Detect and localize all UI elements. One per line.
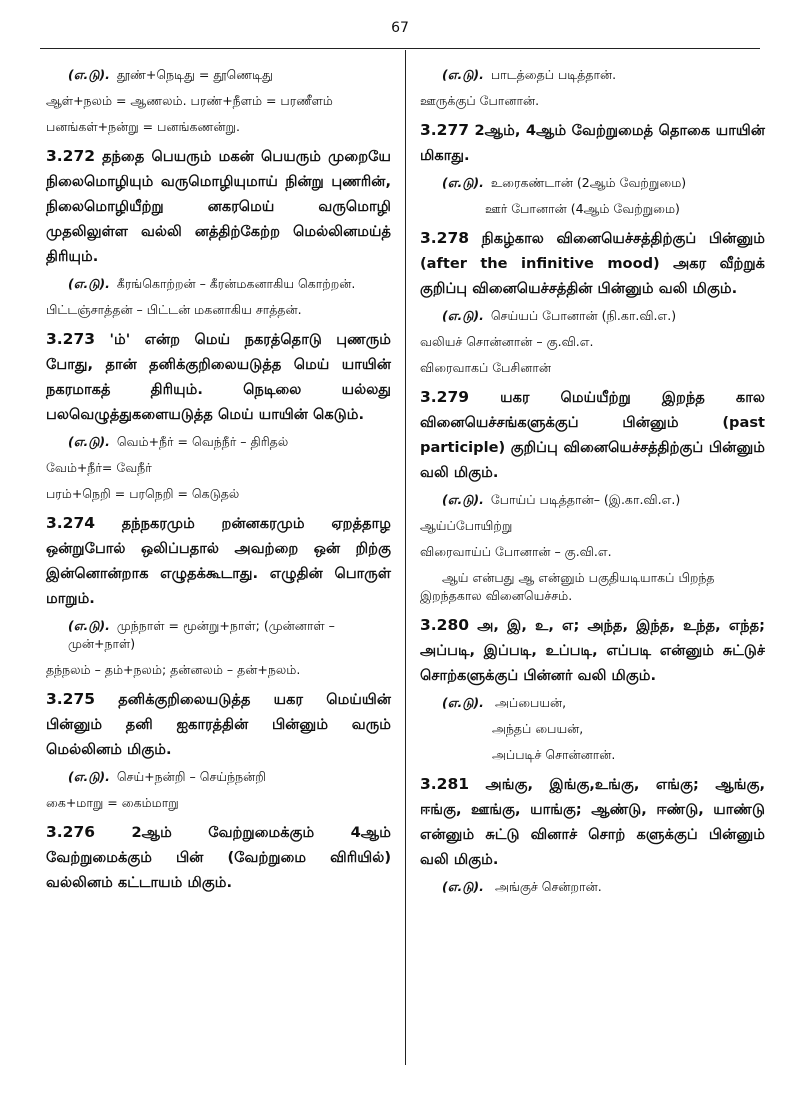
header-rule (40, 48, 760, 49)
example-line: விரைவாகப் பேசினான் (420, 360, 552, 375)
page-number: 67 (391, 20, 409, 36)
example-tag: (எ.டு). (68, 67, 110, 82)
rule-3-275: 3.275 தனிக்குறிலையடுத்த யகர மெய்யின் பின்னும் தனி ஐகாரத்தின் பின்னும் வரும் மெல்லினம் மிகும். (46, 690, 391, 758)
rule-number: 3.275 (46, 690, 96, 708)
example-line (420, 878, 765, 896)
example-tag: (எ.டு). (442, 67, 484, 82)
rule-3-272: 3.272 தந்தை பெயரும் மகன் பெயரும் முறையே நிலைமொழியும் வருமொழியுமாய் நின்று புணரின், நிலைமொழியீற்று னகரமெய் வருமொழி முதலிலுள்ள வல்லி னத்திற்கேற்ற மெல்லினமய்த் திரியும். (46, 147, 391, 265)
rule-3-274: 3.274 தந்நகரமும் றன்னகரமும் ஏறத்தாழ ஒன்றுபோல் ஒலிப்பதால் அவற்றை ஒன் றிற்கு இன்னொன்றாக எழுதக்கூடாது. எழுதின் பொருள் மாறும். (46, 514, 391, 607)
example-tag: (எ.டு). (442, 492, 484, 507)
example-line: ஆய்ப்போயிற்று (420, 518, 513, 533)
rule-3-279: 3.279 யகர மெய்யீற்று இறந்த கால வினையெச்சங்களுக்குப் பின்னும் (past participle) குறிப்பு வினையெச்சத்திற்குப் பின்னும் வலி மிகும். (420, 388, 765, 481)
example-line: அந்தப் பையன், (492, 721, 584, 736)
example-tag: (எ.டு). (442, 695, 484, 710)
example-tag: (எ.டு). (68, 276, 110, 291)
example-tag: (எ.டு). (68, 769, 110, 784)
explanation-note: ஆய் என்பது ஆ என்னும் பகுதியடியாகப் பிறந்த இறந்தகால வினையெச்சம். (420, 570, 715, 603)
rule-number: 3.273 (46, 330, 96, 348)
example-line: பனங்கள்+நன்று = பனங்கணன்று. (46, 119, 240, 134)
example-tag: (எ.டு). (442, 175, 484, 190)
rule-number: 3.274 (46, 514, 96, 532)
example-line: (எ.டு). செய்+நன்றி – செய்ந்நன்றி (68, 769, 267, 784)
example-line: பிட்டஞ்சாத்தன் – பிட்டன் மகனாகிய சாத்தன். (46, 302, 302, 317)
rule-3-273: 3.273 'ம்' என்ற மெய் நகரத்தொடு புணரும் போது, தான் தனிக்குறிலையடுத்த மெய் யாயின் நகரமாகத் திரியும். நெடிலை யல்லது பலவெழுத்துகளையடுத்த மெய் யாயின் கெடும். (46, 330, 391, 423)
example-tag: (எ.டு). (68, 618, 110, 633)
right-column (420, 66, 765, 904)
rule-3-278: 3.278 நிகழ்கால வினையெச்சத்திற்குப் பின்னும் (after the infinitive mood) அகர வீற்றுக் குறிப்பு வினையெச்சத்தின் பின்னும் வலி மிகும். (420, 229, 765, 297)
rule-number: 3.281 (420, 775, 470, 793)
example-line: (எ.டு). செய்யப் போனான் (நி.கா.வி.எ.) (442, 308, 677, 323)
example-line: தந்நலம் – தம்+நலம்; தன்னலம் – தன்+நலம். (46, 662, 301, 677)
example-line: ஊருக்குப் போனான். (420, 93, 540, 108)
example-line: (எ.டு). தூண்+நெடிது = தூணெடிது (68, 67, 273, 82)
example-line: (எ.டு). போய்ப் படித்தான்– (இ.கா.வி.எ.) (442, 492, 681, 507)
rule-3-280: 3.280 அ, இ, உ, எ; அந்த, இந்த, உந்த, எந்த; அப்படி, இப்படி, உப்படி, எப்படி என்னும் சுட்டுச் சொற்களுக்குப் பின்னர் வலி மிகும். (420, 616, 765, 684)
example-line: வலியச் சொன்னான் – கு.வி.எ. (420, 334, 594, 349)
example-line: அப்படிச் சொன்னான். (492, 747, 616, 762)
rule-3-281: 3.281 அங்கு, இங்கு,உங்கு, எங்கு; ஆங்கு, ஈங்கு, ஊங்கு, யாங்கு; ஆண்டு, ஈண்டு, யாண்டு என்னும் சுட்டு வினாச் சொற் களுக்குப் பின்னும் வலி மிகும். (420, 775, 765, 868)
example-text: அப்பையன், (495, 695, 567, 710)
example-line: (எ.டு). கீரங்கொற்றன் – கீரன்மகனாகிய கொற்றன். (68, 276, 356, 291)
example-text: அங்குச் சென்றான். (495, 879, 602, 894)
example-line: வேம்+நீர்= வேநீர் (46, 460, 152, 475)
left-column (46, 66, 391, 901)
example-line: (எ.டு). உரைகண்டான் (2ஆம் வேற்றுமை) (442, 175, 687, 190)
rule-number: 3.279 (420, 388, 470, 406)
example-line (420, 694, 765, 712)
rule-number: 3.272 (46, 147, 96, 165)
example-line: விரைவாய்ப் போனான் – கு.வி.எ. (420, 544, 612, 559)
rule-3-276: 3.276 2ஆம் வேற்றுமைக்கும் 4ஆம் வேற்றுமைக்கும் பின் (வேற்றுமை விரியில்) வல்லினம் கட்டாயம் மிகும். (46, 823, 391, 891)
rule-number: 3.278 (420, 229, 470, 247)
rule-number: 3.276 (46, 823, 96, 841)
column-divider (405, 50, 406, 1065)
example-tag: (எ.டு). (442, 879, 484, 894)
rule-3-277: 3.277 2ஆம், 4ஆம் வேற்றுமைத் தொகை யாயின் மிகாது. (420, 121, 765, 164)
example-line: (எ.டு). முந்நாள் = மூன்று+நாள்; (முன்னாள் – முன்+நாள்) (68, 618, 335, 651)
example-line: பரம்+நெறி = பரநெறி = கெடுதல் (46, 486, 240, 501)
example-tag: (எ.டு). (442, 308, 484, 323)
example-line: ஊர் போனான் (4ஆம் வேற்றுமை) (485, 201, 680, 216)
rule-number: 3.280 (420, 616, 470, 634)
example-line: (எ.டு). வெம்+நீர் = வெந்நீர் – திரிதல் (68, 434, 289, 449)
example-tag: (எ.டு). (68, 434, 110, 449)
example-line: கை+மாறு = கைம்மாறு (46, 795, 179, 810)
example-line: ஆள்+நலம் = ஆணலம். பரண்+நீளம் = பரணீளம் (46, 93, 333, 108)
example-line: (எ.டு). பாடத்தைப் படித்தான். (442, 67, 617, 82)
rule-number: 3.277 (420, 121, 470, 139)
